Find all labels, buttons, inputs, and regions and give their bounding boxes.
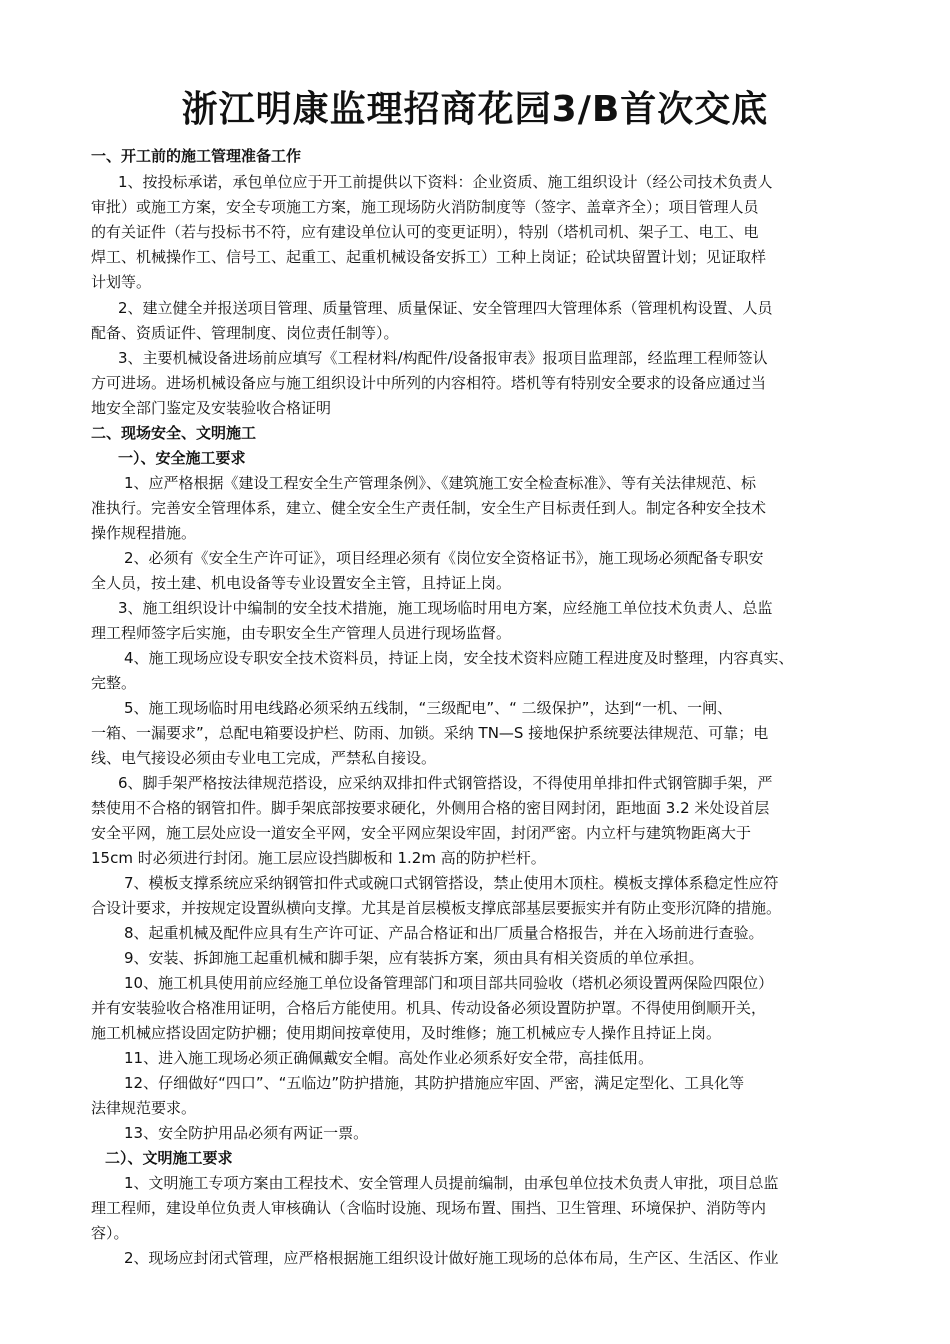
paragraph-line: 方可进场。进场机械设备应与施工组织设计中所列的内容相符。塔机等有特别安全要求的设备应通过当 — [91, 374, 767, 392]
paragraph-line: 审批）或施工方案，安全专项施工方案，施工现场防火消防制度等（签字、盖章齐全）；项目管理人员 — [91, 198, 759, 216]
paragraph-line: 并有安装验收合格准用证明，合格后方能使用。机具、传动设备必须设置防护罩。不得使用倒顺开关， — [91, 999, 767, 1017]
section-heading: 一、开工前的施工管理准备工作 — [91, 147, 302, 165]
paragraph-line: 配备、资质证件、管理制度、岗位责任制等）。 — [91, 324, 399, 342]
paragraph-line: 禁使用不合格的钢管扣件。脚手架底部按要求硬化，外侧用合格的密目网封闭，距地面 3.2 米处设首层 — [91, 799, 770, 817]
paragraph-line: 理工程师签字后实施，由专职安全生产管理人员进行现场监督。 — [91, 624, 512, 642]
paragraph-line: 准执行。完善安全管理体系，建立、健全安全生产责任制，安全生产目标责任到人。制定各种安全技术 — [91, 499, 767, 517]
document-title: 浙江明康监理招商花园3/B首次交底 — [181, 89, 769, 130]
paragraph-line: 3、主要机械设备进场前应填写《工程材料/构配件/设备报审表》报项目监理部，经监理工程师签认 — [118, 349, 768, 367]
paragraph-line: 法律规范要求。 — [91, 1099, 197, 1117]
paragraph-line: 10、施工机具使用前应经施工单位设备管理部门和项目部共同验收（塔机必须设置两保险四限位） — [124, 974, 774, 992]
paragraph-line: 的有关证件（若与投标书不符，应有建设单位认可的变更证明），特别（塔机司机、架子工、电工、电 — [91, 223, 759, 241]
paragraph-line: 2、建立健全并报送项目管理、质量管理、质量保证、安全管理四大管理体系（管理机构设置、人员 — [118, 299, 773, 317]
section-heading: 二、现场安全、文明施工 — [91, 424, 257, 442]
paragraph-line: 焊工、机械操作工、信号工、起重工、起重机械设备安拆工）工种上岗证；砼试块留置计划；见证取样 — [91, 248, 767, 266]
paragraph-line: 容）。 — [91, 1224, 129, 1242]
paragraph-line: 完整。 — [91, 674, 137, 692]
paragraph-line: 5、施工现场临时用电线路必须采纳五线制，“三级配电”、“ 二级保护”，达到“一机、一闸、 — [124, 699, 733, 717]
section-heading: 一）、安全施工要求 — [118, 449, 246, 467]
paragraph-line: 1、按投标承诺，承包单位应于开工前提供以下资料：企业资质、施工组织设计（经公司技术负责人 — [118, 173, 773, 191]
paragraph-line: 地安全部门鉴定及安装验收合格证明 — [91, 399, 332, 417]
paragraph-line: 1、应严格根据《建设工程安全生产管理条例》、《建筑施工安全检查标准》、等有关法律规范、标 — [124, 474, 757, 492]
paragraph-line: 计划等。 — [91, 273, 152, 291]
paragraph-line: 8、起重机械及配件应具有生产许可证、产品合格证和出厂质量合格报告，并在入场前进行查验。 — [124, 924, 764, 942]
paragraph-line: 1、文明施工专项方案由工程技术、安全管理人员提前编制，由承包单位技术负责人审批，项目总监 — [124, 1174, 779, 1192]
paragraph-line: 合设计要求，并按规定设置纵横向支撑。尤其是首层模板支撑底部基层要振实并有防止变形沉降的措施。 — [91, 899, 782, 917]
paragraph-line: 9、安装、拆卸施工起重机械和脚手架，应有装拆方案，须由具有相关资质的单位承担。 — [124, 949, 704, 967]
paragraph-line: 4、施工现场应设专职安全技术资料员，持证上岗，安全技术资料应随工程进度及时整理，内容真实、 — [124, 649, 794, 667]
paragraph-line: 一箱、一漏要求”，总配电箱要设护栏、防雨、加锁。采纳 TN—S 接地保护系统要法律规范、可靠；电 — [91, 724, 769, 742]
paragraph-line: 6、脚手架严格按法律规范搭设，应采纳双排扣件式钢管搭设，不得使用单排扣件式钢管脚手架，严 — [118, 774, 773, 792]
section-heading: 二）、文明施工要求 — [105, 1149, 233, 1167]
paragraph-line: 操作规程措施。 — [91, 524, 197, 542]
paragraph-line: 3、施工组织设计中编制的安全技术措施，施工现场临时用电方案，应经施工单位技术负责人、总监 — [118, 599, 773, 617]
paragraph-line: 全人员，按土建、机电设备等专业设置安全主管，且持证上岗。 — [91, 574, 512, 592]
paragraph-line: 理工程师，建设单位负责人审核确认（含临时设施、现场布置、围挡、卫生管理、环境保护、消防等内 — [91, 1199, 767, 1217]
paragraph-line: 7、模板支撑系统应采纳钢管扣件式或碗口式钢管搭设，禁止使用木顶柱。模板支撑体系稳定性应符 — [124, 874, 779, 892]
paragraph-line: 13、安全防护用品必须有两证一票。 — [124, 1124, 369, 1142]
paragraph-line: 安全平网，施工层处应设一道安全平网，安全平网应架设牢固，封闭严密。内立杆与建筑物距离大于 — [91, 824, 752, 842]
paragraph-line: 12、仔细做好“四口”、“五临边”防护措施，其防护措施应牢固、严密，满足定型化、工具化等 — [124, 1074, 745, 1092]
paragraph-line: 15cm 时必须进行封闭。施工层应设挡脚板和 1.2m 高的防护栏杆。 — [91, 849, 546, 867]
paragraph-line: 11、进入施工现场必须正确佩戴安全帽。高处作业必须系好安全带，高挂低用。 — [124, 1049, 654, 1067]
paragraph-line: 线、电气接设必须由专业电工完成，严禁私自接设。 — [91, 749, 437, 767]
paragraph-line: 2、必须有《安全生产许可证》，项目经理必须有《岗位安全资格证书》，施工现场必须配备专职安 — [124, 549, 764, 567]
paragraph-line: 2、现场应封闭式管理，应严格根据施工组织设计做好施工现场的总体布局，生产区、生活区、作业 — [124, 1249, 779, 1267]
paragraph-line: 施工机械应搭设固定防护棚；使用期间按章使用，及时维修；施工机械应专人操作且持证上岗。 — [91, 1024, 722, 1042]
